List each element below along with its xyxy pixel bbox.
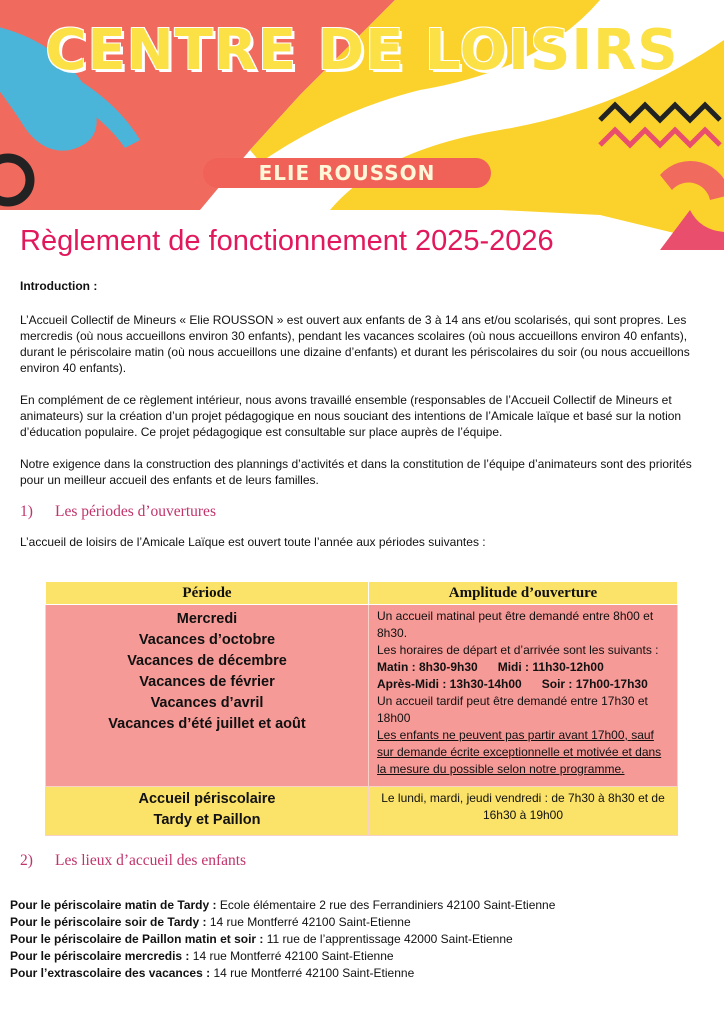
amp-line-3: Un accueil tardif peut être demandé entre 17h30 et 18h00 — [377, 694, 648, 725]
amp-note-b: sauf sur demande écrite exceptionnelle et — [377, 728, 654, 759]
amp-midi: Midi : 11h30-12h00 — [497, 660, 604, 674]
section-1-lead: L’accueil de loisirs de l’Amicale Laïque est ouvert toute l’année aux périodes suivantes : — [20, 535, 486, 549]
banner-subtitle: ELIE ROUSSON — [203, 158, 491, 188]
periscolaire-label — [46, 787, 369, 836]
page-title: Règlement de fonctionnement 2025-2026 — [20, 225, 554, 257]
section-2-heading — [20, 852, 246, 870]
periscolaire-hours: Le lundi, mardi, jeudi vendredi : de 7h30 à 8h30 et de 16h30 à 19h00 — [369, 787, 678, 836]
period-item: Vacances de février — [139, 674, 275, 690]
periods-list — [46, 605, 369, 787]
location-value: 11 rue de l’apprentissage 42000 Saint-Etienne — [266, 932, 513, 946]
location-label: Pour l’extrascolaire des vacances : — [10, 966, 211, 980]
periods-table — [45, 581, 678, 836]
section-1-title: Les périodes d’ouvertures — [55, 503, 216, 520]
amp-note-a: Les enfants ne peuvent pas partir avant 17h00, — [377, 728, 628, 742]
amp-line-1: Un accueil matinal peut être demandé entre 8h00 et 8h30. — [377, 609, 654, 640]
amp-schedule-2 — [377, 676, 671, 693]
location-item — [10, 965, 555, 982]
intro-section — [20, 278, 704, 566]
intro-paragraph-1: L’Accueil Collectif de Mineurs « Elie ROUSSON » est ouvert aux enfants de 3 à 14 ans et/ou scolarisés, qui sont propres. Les mercredis (où nous accueillons environ 30 enfants), pendant les vacances scolaires (où nous accueillons environ 40 enfants), durant le périscolaire matin (où nous accueillons une dizaine d’enfants) et durant les périscolaires du soir (ou nous accueillons environ 40 enfants). — [20, 313, 690, 375]
location-item — [10, 914, 555, 931]
intro-paragraph-2: En complément de ce règlement intérieur, nous avons travaillé ensemble (responsables de l’Accueil Collectif de Mineurs et animateurs) sur la création d’un projet pédagogique en nous souciant des intentions de l’Amicale laïque et basé sur la notion d’éducation populaire. Ce projet pédagogique est consultable sur place auprès de l’équipe. — [20, 393, 682, 439]
amp-matin: Matin : 8h30-9h30 — [377, 660, 478, 674]
period-item: Vacances d’été juillet et août — [108, 716, 306, 732]
amp-note — [377, 727, 671, 778]
intro-paragraph-3: Notre exigence dans la construction des plannings d’activités et dans la constitution de l’équipe d’animateurs sont des priorités pour un meilleur accueil des enfants et de leurs familles. — [20, 457, 692, 487]
location-item — [10, 948, 555, 965]
location-label: Pour le périscolaire mercredis : — [10, 949, 190, 963]
location-value: 14 rue Montferré 42100 Saint-Etienne — [213, 966, 415, 980]
table-row — [46, 605, 678, 787]
location-label: Pour le périscolaire de Paillon matin et soir : — [10, 932, 264, 946]
locations-list — [10, 897, 555, 982]
period-item: Vacances d’avril — [150, 695, 264, 711]
peri-label-2: Tardy et Paillon — [153, 812, 261, 828]
period-item: Mercredi — [176, 611, 238, 627]
banner-title: CENTRE DE LOISIRS — [45, 18, 679, 83]
section-1-number: 1) — [20, 503, 33, 520]
location-label: Pour le périscolaire matin de Tardy : — [10, 898, 217, 912]
amp-soir: Soir : 17h00-17h30 — [541, 677, 648, 691]
header-amplitude: Amplitude d’ouverture — [369, 582, 678, 605]
peri-label-1: Accueil périscolaire — [138, 791, 276, 807]
period-item: Vacances de décembre — [127, 653, 287, 669]
location-item — [10, 897, 555, 914]
intro-label: Introduction : — [20, 279, 98, 293]
amp-line-2: Les horaires de départ et d’arrivée sont les suivants : — [377, 643, 659, 657]
location-value: 14 rue Montferré 42100 Saint-Etienne — [192, 949, 394, 963]
section-2-title: Les lieux d’accueil des enfants — [55, 852, 247, 869]
amplitude-details — [369, 605, 678, 787]
amp-apres-midi: Après-Midi : 13h30-14h00 — [377, 677, 522, 691]
header-periode: Période — [46, 582, 369, 605]
table-row — [46, 787, 678, 836]
period-item: Vacances d’octobre — [138, 632, 276, 648]
amp-schedule-1 — [377, 659, 671, 676]
location-item — [10, 931, 555, 948]
header-banner — [0, 0, 724, 250]
amp-note-c: motivée et dans la mesure du possible selon notre programme. — [377, 745, 662, 776]
location-label: Pour le périscolaire soir de Tardy : — [10, 915, 207, 929]
section-1-heading — [20, 504, 704, 520]
section-2-number: 2) — [20, 852, 33, 869]
location-value: 14 rue Montferré 42100 Saint-Etienne — [209, 915, 411, 929]
location-value: Ecole élémentaire 2 rue des Ferrandiniers 42100 Saint-Etienne — [219, 898, 556, 912]
